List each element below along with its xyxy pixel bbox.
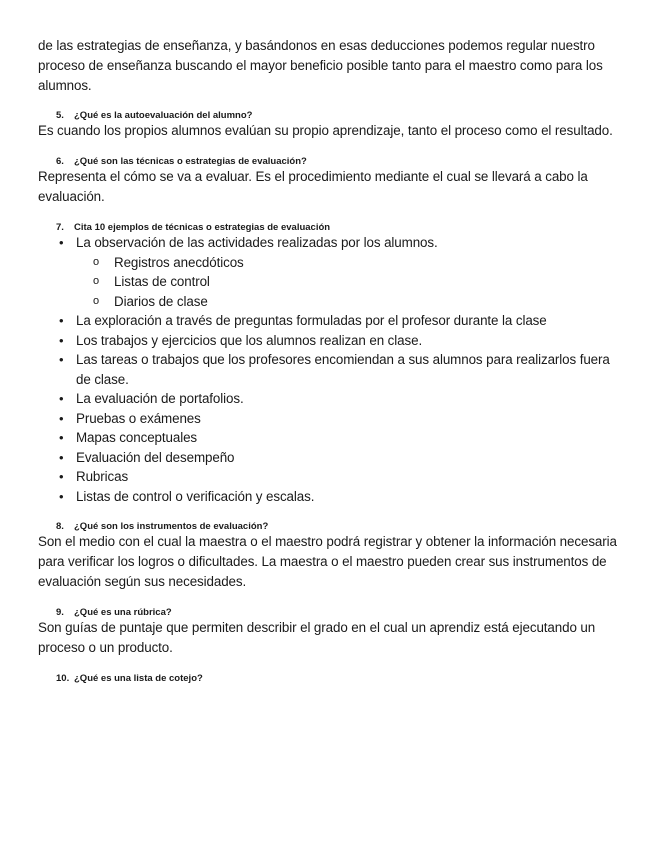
question-number: 9. [56, 607, 64, 618]
question-8-heading [38, 517, 618, 532]
list-item: • La observación de las actividades realizadas por los alumnos. o Registros anecdóticos o Listas de control o Diarios de clase [38, 233, 618, 311]
bullet-icon: • [59, 449, 64, 465]
circle-bullet-icon: o [93, 294, 100, 307]
question-number: 6. [56, 156, 64, 167]
answer-8: Son el medio con el cual la maestra o el maestro podrá registrar y obtener la información necesaria para verificar los logros o dificultades. La maestra o el maestro pueden crear sus instrumentos de evaluación según sus necesidades. [38, 534, 617, 589]
list-item: • Los trabajos y ejercicios que los alumnos realizan en clase. [38, 331, 618, 351]
question-10-heading [38, 669, 618, 684]
answer-6: Representa el cómo se va a evaluar. Es el procedimiento mediante el cual se llevará a cabo la evaluación. [38, 169, 588, 204]
sublist-item: o Registros anecdóticos [76, 253, 618, 273]
bullet-icon: • [59, 391, 64, 406]
question-text: ¿Qué son los instrumentos de evaluación? [74, 521, 269, 532]
question-7-heading [38, 218, 618, 233]
question-text: ¿Qué es una rúbrica? [74, 607, 172, 618]
bullet-icon: • [59, 430, 64, 445]
circle-bullet-icon: o [93, 255, 100, 268]
bullet-icon: • [59, 313, 64, 328]
question-5-heading [38, 106, 618, 121]
question-number: 7. [56, 222, 64, 233]
question-6-heading [38, 152, 618, 167]
list-item: • La evaluación de portafolios. [38, 389, 618, 409]
bullet-icon: • [59, 488, 64, 504]
observation-sublist [76, 253, 618, 312]
bullet-icon: • [59, 352, 64, 367]
question-number: 8. [56, 521, 64, 532]
list-item: • Las tareas o trabajos que los profesores encomiendan a sus alumnos para realizarlos fuera de clase. [59, 352, 610, 387]
circle-bullet-icon: o [93, 275, 100, 287]
list-item: • Rubricas [38, 467, 618, 487]
bullet-icon: • [59, 469, 64, 484]
list-item: • Mapas conceptuales [38, 428, 618, 448]
bullet-icon: • [59, 410, 64, 426]
question-number: 10. [56, 673, 70, 684]
strategies-list [38, 233, 618, 506]
question-9-heading [38, 603, 618, 618]
question-text: Cita 10 ejemplos de técnicas o estrategias de evaluación [74, 222, 331, 233]
list-item: • Listas de control o verificación y escalas. [38, 487, 618, 507]
list-item: • La exploración a través de preguntas formuladas por el profesor durante la clase [38, 311, 618, 331]
question-number: 5. [56, 110, 64, 121]
bullet-icon: • [59, 235, 64, 250]
sublist-item: o Diarios de clase [76, 292, 618, 312]
question-text: ¿Qué es una lista de cotejo? [74, 673, 203, 684]
answer-5: Es cuando los propios alumnos evalúan su propio aprendizaje, tanto el proceso como el resultado. [38, 123, 613, 138]
question-text: ¿Qué son las técnicas o estrategias de evaluación? [74, 156, 307, 167]
list-item: • Pruebas o exámenes [38, 409, 618, 429]
sublist-item: o Listas de control [76, 272, 618, 292]
intro-paragraph: de las estrategias de enseñanza, y basándonos en esas deducciones podemos regular nuestro proceso de enseñanza buscando el mayor beneficio posible tanto para el maestro como para los alumnos. [38, 38, 603, 93]
answer-9: Son guías de puntaje que permiten describir el grado en el cual un aprendiz está ejecutando un proceso o un producto. [38, 620, 596, 655]
list-item: • Evaluación del desempeño [38, 448, 618, 468]
document-page [38, 36, 618, 684]
bullet-icon: • [59, 332, 64, 348]
question-text: ¿Qué es la autoevaluación del alumno? [74, 110, 253, 121]
